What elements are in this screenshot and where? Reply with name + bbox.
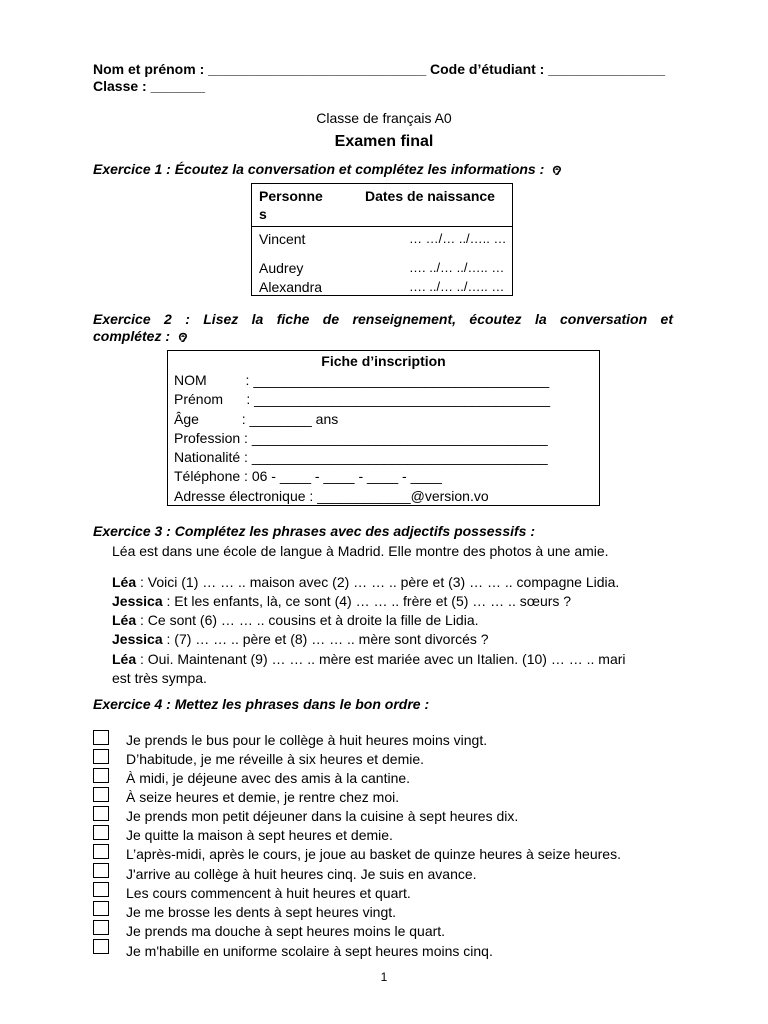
order-checkbox[interactable]: [93, 844, 109, 859]
dialogue-line: [112, 651, 626, 667]
dialogue-text: : Voici (1) … … .. maison avec (2) … … .. père et (3) … … .. compagne Lidia.: [136, 574, 620, 590]
table-row-name: Audrey: [259, 260, 304, 276]
list-item: Je prends mon petit déjeuner dans la cuisine à sept heures dix.: [126, 808, 519, 824]
birthdates-table: [251, 183, 513, 296]
registration-form-box: [167, 350, 600, 506]
dialogue-line: [112, 574, 619, 590]
exercise-1-heading-text: Exercice 1 : Écoutez la conversation et complétez les informations :: [93, 161, 545, 177]
list-item: D’habitude, je me réveille à six heures et demie.: [126, 751, 425, 767]
name-student-code-line: Nom et prénom : ____________________________ Code d’étudiant : _______________: [93, 61, 666, 77]
exercise-3-intro: Léa est dans une école de langue à Madrid. Elle montre des photos à une amie.: [112, 543, 609, 559]
page-title: Examen final: [334, 133, 434, 150]
list-item: Je m'habille en uniforme scolaire à sept heures moins cinq.: [126, 943, 493, 959]
table-row-name: Vincent: [259, 231, 306, 247]
table-header-separator: [252, 226, 512, 227]
dialogue-text: : Ce sont (6) … … .. cousins et à droite la fille de Lidia.: [136, 612, 479, 628]
exercise-2-heading-line1: Exercice 2 : Lisez la fiche de renseignement, écoutez la conversation et: [93, 311, 673, 327]
speaker: Jessica: [112, 631, 163, 647]
list-item: À midi, je déjeune avec des amis à la cantine.: [126, 770, 411, 786]
list-item: À seize heures et demie, je rentre chez moi.: [126, 789, 400, 805]
table-row-date: …. ../… ../….. …: [409, 260, 505, 275]
order-checkbox[interactable]: [93, 901, 109, 916]
table-row-date: …. ../… ../….. …: [409, 279, 505, 294]
list-item: J'arrive au collège à huit heures cinq. Je suis en avance.: [126, 866, 477, 882]
order-checkbox[interactable]: [93, 787, 109, 802]
form-field-nationalite: Nationalité : ______________________________________: [174, 449, 548, 465]
speaker: Léa: [112, 574, 137, 590]
col-header-birthdates: Dates de naissance: [365, 188, 495, 204]
speaker: Jessica: [112, 593, 163, 609]
list-item: Je me brosse les dents à sept heures vingt.: [126, 904, 397, 920]
form-field-age: Âge : ________ ans: [174, 411, 339, 427]
dialogue-line: [112, 631, 489, 647]
order-checkbox[interactable]: [93, 768, 109, 783]
list-item: Je prends ma douche à sept heures moins le quart.: [126, 923, 446, 939]
order-checkbox[interactable]: [93, 863, 109, 878]
form-field-profession: Profession : ______________________________________: [174, 430, 548, 446]
form-field-nom: NOM : ______________________________________: [174, 372, 550, 388]
order-checkbox[interactable]: [93, 825, 109, 840]
list-item: Je prends le bus pour le collège à huit heures moins vingt.: [126, 732, 488, 748]
list-item: Je quitte la maison à sept heures et demie.: [126, 827, 393, 843]
order-checkbox[interactable]: [93, 882, 109, 897]
form-field-telephone: Téléphone : 06 - ____ - ____ - ____ - ____: [174, 468, 442, 484]
form-field-email: Adresse électronique : ____________@version.vo: [174, 488, 489, 504]
dialogue-line: [112, 612, 479, 628]
class-line: Classe : _______: [93, 78, 206, 94]
exercise-2-heading-text: complétez :: [93, 328, 171, 344]
order-checkbox[interactable]: [93, 730, 109, 745]
exercise-1-heading: [93, 161, 562, 177]
order-checkbox[interactable]: [93, 939, 109, 954]
dialogue-text: : (7) … … .. père et (8) … … .. mère sont divorcés ?: [162, 631, 489, 647]
order-checkbox[interactable]: [93, 749, 109, 764]
list-item: L’après-midi, après le cours, je joue au basket de quinze heures à seize heures.: [126, 846, 621, 862]
exercise-3-heading: Exercice 3 : Complétez les phrases avec des adjectifs possessifs :: [93, 523, 535, 539]
exercise-2-heading-line2: [93, 328, 188, 344]
ear-icon: [178, 332, 188, 342]
dialogue-text: : Et les enfants, là, ce sont (4) … … .. frère et (5) … … .. sœurs ?: [162, 593, 572, 609]
list-item: Les cours commencent à huit heures et quart.: [126, 885, 411, 901]
speaker: Léa: [112, 651, 137, 667]
col-header-persons-wrap: s: [259, 206, 267, 222]
table-row-date: … …/… ../….. …: [409, 231, 507, 246]
form-field-prenom: Prénom : ______________________________________: [174, 391, 551, 407]
form-title: Fiche d’inscription: [321, 353, 446, 369]
dialogue-line-continuation: est très sympa.: [112, 670, 207, 686]
table-row-name: Alexandra: [259, 279, 323, 295]
col-header-persons: Personne: [259, 188, 323, 204]
ear-icon: [552, 165, 562, 175]
dialogue-text: : Oui. Maintenant (9) … … .. mère est mariée avec un Italien. (10) … … .. mari: [136, 651, 626, 667]
speaker: Léa: [112, 612, 137, 628]
order-checkbox[interactable]: [93, 806, 109, 821]
subtitle: Classe de français A0: [316, 110, 452, 126]
page-number: 1: [380, 970, 388, 984]
exercise-4-heading: Exercice 4 : Mettez les phrases dans le bon ordre :: [93, 696, 430, 712]
order-checkbox[interactable]: [93, 920, 109, 935]
dialogue-line: [112, 593, 571, 609]
